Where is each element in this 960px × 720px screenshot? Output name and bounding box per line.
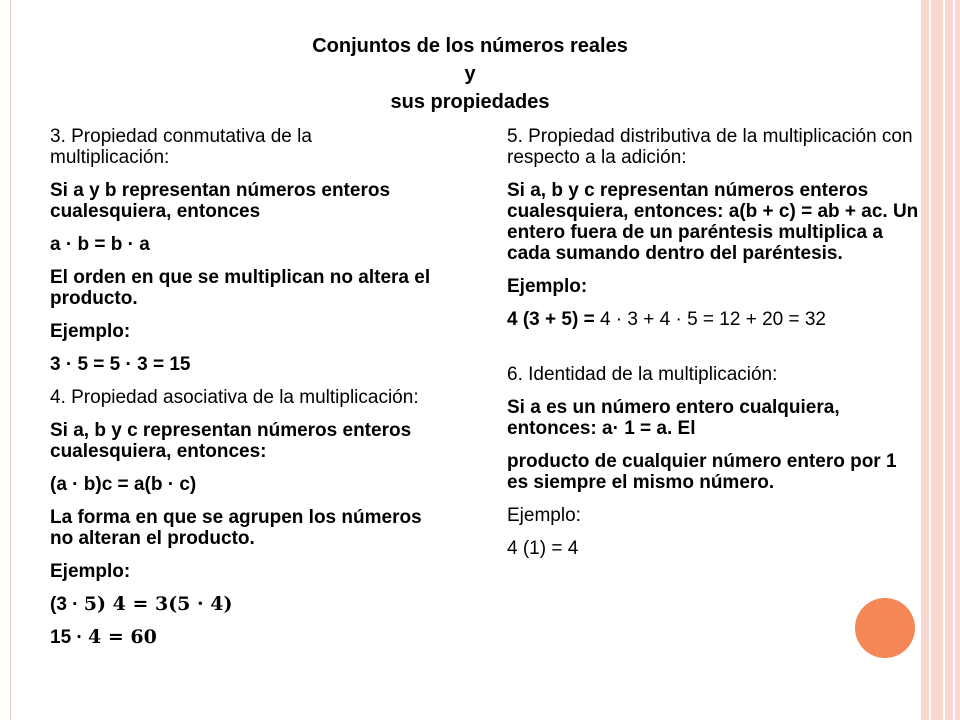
example-2-prefix: 15 · <box>50 627 89 648</box>
property-5-example <box>507 309 920 330</box>
border-stripe <box>953 0 955 720</box>
property-6-statement: Si a es un número entero cualquiera, entonces: a· 1 = a. El <box>507 397 840 439</box>
example-2-math: 4 = 60 <box>88 626 157 648</box>
right-column <box>507 126 920 559</box>
property-3-heading: 3. Propiedad conmutativa de la multiplicación: <box>50 126 312 168</box>
example-rest: 4 · 3 + 4 · 5 = 12 + 20 = 32 <box>594 309 827 330</box>
property-6-example: 4 (1) = 4 <box>507 538 579 559</box>
example-1-prefix: (3 · <box>50 594 84 615</box>
example-bold-part: 4 (3 + 5) = <box>507 309 595 330</box>
property-4-example-1 <box>50 594 435 615</box>
property-4-formula: (a · b)c = a(b · c) <box>50 474 197 495</box>
property-4-statement: Si a, b y c representan números enteros cualesquiera, entonces: <box>50 420 412 462</box>
example-1-math: 5) 4 = 3(5 · 4) <box>83 593 233 615</box>
property-3-example-label: Ejemplo: <box>50 321 131 342</box>
property-3-statement: Si a y b representan números enteros cualesquiera, entonces <box>50 180 391 222</box>
property-5-heading: 5. Propiedad distributiva de la multiplicación con respecto a la adición: <box>507 126 913 168</box>
slide-title <box>0 32 940 116</box>
property-5-statement: Si a, b y c representan números enteros cualesquiera, entonces: a(b + c) = ab + ac. Un entero fuera de un paréntesis multiplica a cada sumando dentro del paréntesis. <box>507 180 919 264</box>
decorative-circle <box>855 598 915 658</box>
title-line-3: sus propiedades <box>390 91 550 113</box>
property-6-heading: 6. Identidad de la multiplicación: <box>507 364 778 385</box>
property-4-heading: 4. Propiedad asociativa de la multiplicación: <box>50 387 419 408</box>
border-stripe <box>943 0 945 720</box>
property-5-example-label: Ejemplo: <box>507 276 588 297</box>
left-column <box>50 126 435 648</box>
property-4-explanation: La forma en que se agrupen los números no alteran el producto. <box>50 507 422 549</box>
property-3-example: 3 · 5 = 5 · 3 = 15 <box>50 354 191 375</box>
property-6-explanation: producto de cualquier número entero por 1 es siempre el mismo número. <box>507 451 897 493</box>
property-4-example-2 <box>50 627 435 648</box>
property-4-example-label: Ejemplo: <box>50 561 131 582</box>
title-line-2: y <box>464 63 476 85</box>
property-3-formula: a · b = b · a <box>50 234 150 255</box>
property-6-example-label: Ejemplo: <box>507 505 581 526</box>
property-3-explanation: El orden en que se multiplican no altera el producto. <box>50 267 431 309</box>
title-line-1: Conjuntos de los números reales <box>312 35 628 57</box>
